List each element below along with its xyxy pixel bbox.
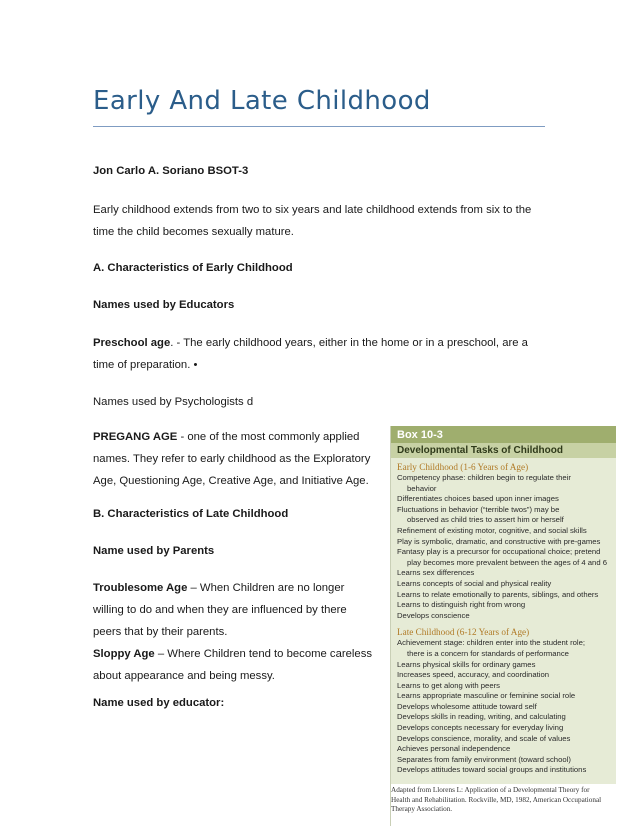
developmental-tasks-box bbox=[390, 426, 616, 826]
box-body bbox=[391, 458, 616, 776]
author-line: Jon Carlo A. Soriano BSOT-3 bbox=[93, 165, 249, 177]
troublesome-term: Troublesome Age bbox=[93, 582, 188, 594]
troublesome-paragraph bbox=[93, 577, 378, 687]
psychologists-heading: Names used by Psychologists d bbox=[93, 396, 254, 408]
list-item: Develops conscience, morality, and scale of values bbox=[397, 733, 571, 743]
parents-heading: Name used by Parents bbox=[93, 545, 215, 557]
list-item: Learns sex differences bbox=[397, 568, 475, 578]
list-item: Separates from family environment (toward school) bbox=[397, 754, 571, 764]
educator-heading: Name used by educator: bbox=[93, 697, 225, 709]
list-item: Fluctuations in behavior (“terrible twos”) may be bbox=[397, 504, 560, 514]
intro-paragraph bbox=[93, 199, 543, 243]
list-item: Learns to distinguish right from wrong bbox=[397, 600, 526, 610]
list-item: observed as child tries to assert him or herself bbox=[407, 515, 564, 525]
list-item: Develops conscience bbox=[397, 610, 470, 620]
educators-heading: Names used by Educators bbox=[93, 299, 235, 311]
box-footnote bbox=[391, 784, 616, 828]
sloppy-term: Sloppy Age bbox=[93, 648, 155, 660]
list-item: Competency phase: children begin to regulate their bbox=[397, 473, 571, 482]
preschool-line-2: time of preparation. • bbox=[93, 359, 198, 371]
preschool-term: Preschool age bbox=[93, 337, 171, 349]
early-childhood-heading: Early Childhood (1-6 Years of Age) bbox=[397, 462, 529, 472]
list-item: Increases speed, accuracy, and coordination bbox=[397, 670, 549, 680]
list-item: Learns concepts of social and physical reality bbox=[397, 578, 552, 588]
footnote-line-2: Health and Rehabilitation. Rockville, MD, 1982, American Occupational bbox=[391, 795, 602, 804]
list-item: Refinement of existing motor, cognitive, and social skills bbox=[397, 525, 587, 535]
sloppy-line-2: about appearance and being messy. bbox=[93, 670, 275, 682]
list-item: Achieves personal independence bbox=[397, 744, 511, 754]
section-a-heading: A. Characteristics of Early Childhood bbox=[93, 262, 293, 274]
list-item: Develops concepts necessary for everyday living bbox=[397, 723, 564, 733]
troublesome-line-2: willing to do and when they are influenced by there bbox=[93, 604, 347, 616]
troublesome-text: – When Children are no longer bbox=[187, 582, 345, 594]
list-item: Fantasy play is a precursor for occupational choice; pretend bbox=[397, 547, 601, 557]
list-item: behavior bbox=[407, 483, 437, 493]
list-item: Develops skills in reading, writing, and calculating bbox=[397, 712, 566, 722]
sloppy-text: – Where Children tend to become careless bbox=[154, 648, 372, 660]
pregang-term: PREGANG AGE bbox=[93, 431, 178, 443]
document-title: Early And Late Childhood bbox=[93, 86, 431, 116]
troublesome-line-3: peers that by their parents. bbox=[93, 626, 228, 638]
pregang-line-1 bbox=[93, 426, 378, 448]
footnote-line-3: Therapy Association. bbox=[391, 805, 453, 813]
preschool-text: . - The early childhood years, either in the home or in a preschool, are a bbox=[170, 337, 528, 349]
list-item: Differentiates choices based upon inner images bbox=[397, 494, 559, 504]
list-item: Play is symbolic, dramatic, and constructive with pre-games bbox=[397, 536, 601, 546]
pregang-text: - one of the most commonly applied bbox=[177, 431, 360, 443]
intro-line-2: time the child becomes sexually mature. bbox=[93, 226, 294, 238]
intro-line-1: Early childhood extends from two to six years and late childhood extends from six to the bbox=[93, 204, 532, 216]
list-item: Develops wholesome attitude toward self bbox=[397, 701, 537, 711]
list-item: Develops attitudes toward social groups and institutions bbox=[397, 765, 587, 775]
section-b-heading: B. Characteristics of Late Childhood bbox=[93, 508, 289, 520]
list-item: Learns to get along with peers bbox=[397, 680, 500, 690]
preschool-paragraph bbox=[93, 332, 543, 376]
list-item: play becomes more prevalent between the ages of 4 and 6 bbox=[407, 557, 608, 567]
box-label: Box 10-3 bbox=[391, 426, 616, 443]
list-item: Learns appropriate masculine or feminine social role bbox=[397, 691, 576, 701]
late-childhood-heading: Late Childhood (6-12 Years of Age) bbox=[397, 627, 530, 638]
pregang-line-2: names. They refer to early childhood as the Exploratory bbox=[93, 453, 371, 465]
list-item: Achievement stage: children enter into the student role; bbox=[397, 638, 586, 648]
list-item: Learns to relate emotionally to parents, siblings, and others bbox=[397, 589, 599, 599]
troublesome-line-1 bbox=[93, 577, 378, 599]
late-childhood-list bbox=[397, 638, 610, 776]
sloppy-line-1 bbox=[93, 643, 378, 665]
preschool-line-1 bbox=[93, 332, 543, 354]
pregang-paragraph bbox=[93, 426, 378, 492]
pregang-line-3: Age, Questioning Age, Creative Age, and Initiative Age. bbox=[93, 475, 369, 487]
footnote-line-1: Adapted from Llorens L: Application of a Developmental Theory for bbox=[391, 786, 590, 794]
list-item: there is a concern for standards of performance bbox=[407, 648, 569, 658]
box-subtitle: Developmental Tasks of Childhood bbox=[391, 443, 616, 458]
title-underline bbox=[93, 126, 545, 127]
early-childhood-list bbox=[397, 473, 610, 621]
list-item: Learns physical skills for ordinary games bbox=[397, 659, 536, 669]
